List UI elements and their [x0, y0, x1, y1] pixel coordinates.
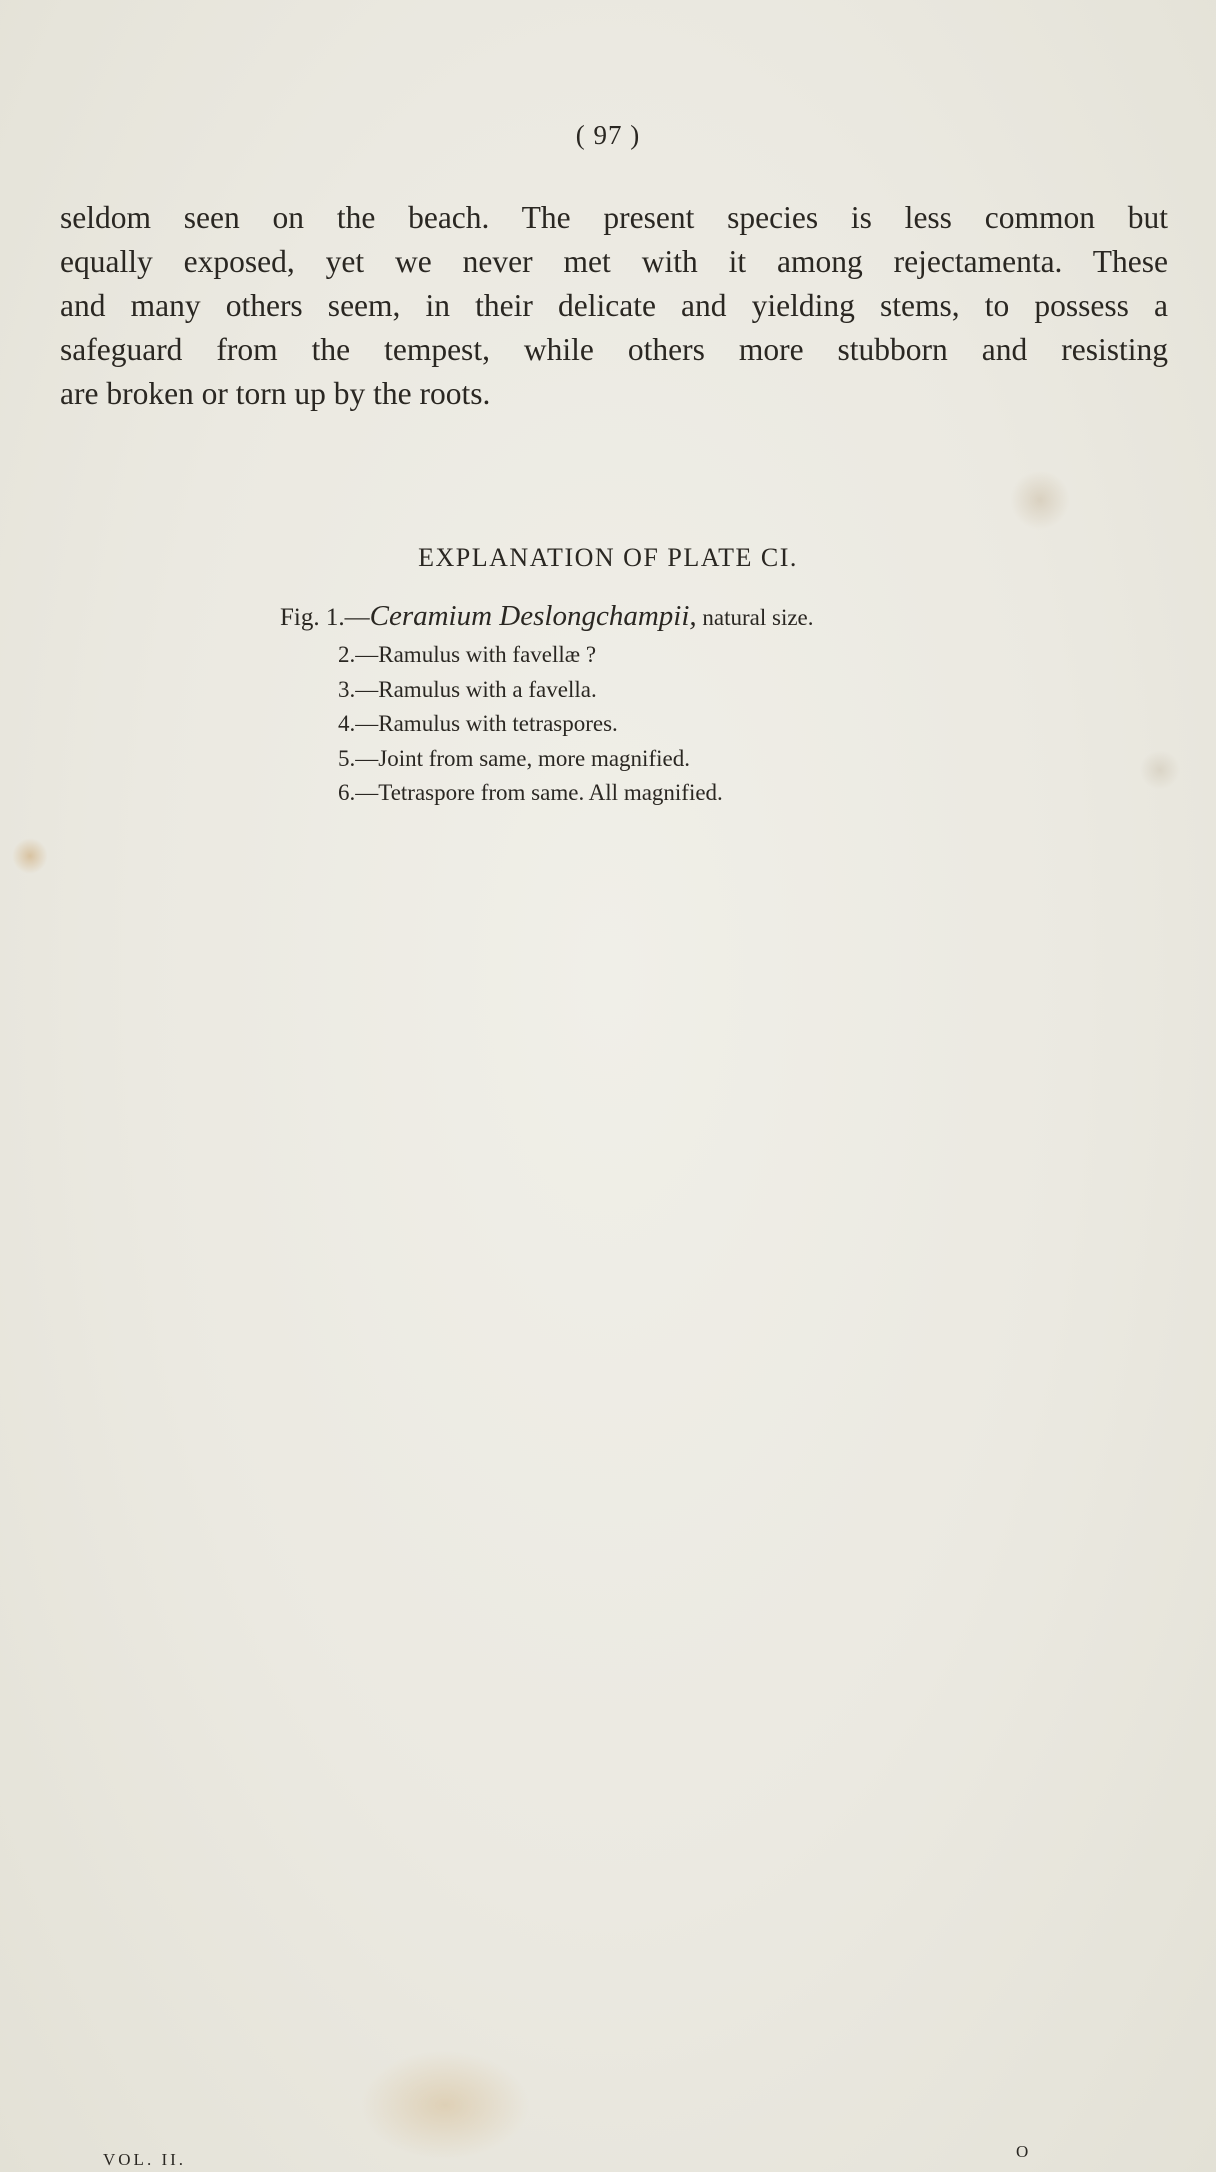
plate-heading: EXPLANATION OF PLATE CI.	[418, 543, 798, 572]
figure-item: 6.—Tetraspore from same. All magnified.	[338, 780, 723, 805]
figure-suffix: natural size.	[696, 605, 814, 630]
paper-stain	[1140, 750, 1180, 790]
body-line: equally exposed, yet we never met with it among rejectamenta. These	[60, 244, 1168, 279]
figure-item	[280, 596, 1040, 638]
figure-item: 3.—Ramulus with a favella.	[338, 676, 597, 702]
body-line: and many others seem, in their delicate and yielding stems, to possess a	[60, 288, 1168, 323]
volume-signature: VOL. II.	[103, 2150, 187, 2169]
figure-prefix: Fig. 1.—	[280, 604, 370, 631]
body-line: seldom seen on the beach. The present species is less common but	[60, 200, 1168, 235]
figure-item: 4.—Ramulus with tetraspores.	[338, 711, 618, 736]
body-paragraph	[60, 196, 1168, 416]
paper-stain	[360, 2050, 530, 2160]
figure-list	[280, 596, 1040, 811]
paper-stain	[12, 838, 48, 874]
paper-stain	[1010, 470, 1070, 530]
gathering-signature: O	[1016, 2142, 1029, 2161]
body-line: are broken or torn up by the roots.	[60, 376, 491, 411]
species-name: Ceramium Deslongchampii,	[369, 600, 697, 632]
page-number: ( 97 )	[575, 120, 641, 150]
figure-item: 2.—Ramulus with favellæ ?	[338, 642, 597, 667]
body-line: safeguard from the tempest, while others more stubborn and resisting	[60, 332, 1168, 367]
figure-item: 5.—Joint from same, more magnified.	[338, 745, 690, 771]
